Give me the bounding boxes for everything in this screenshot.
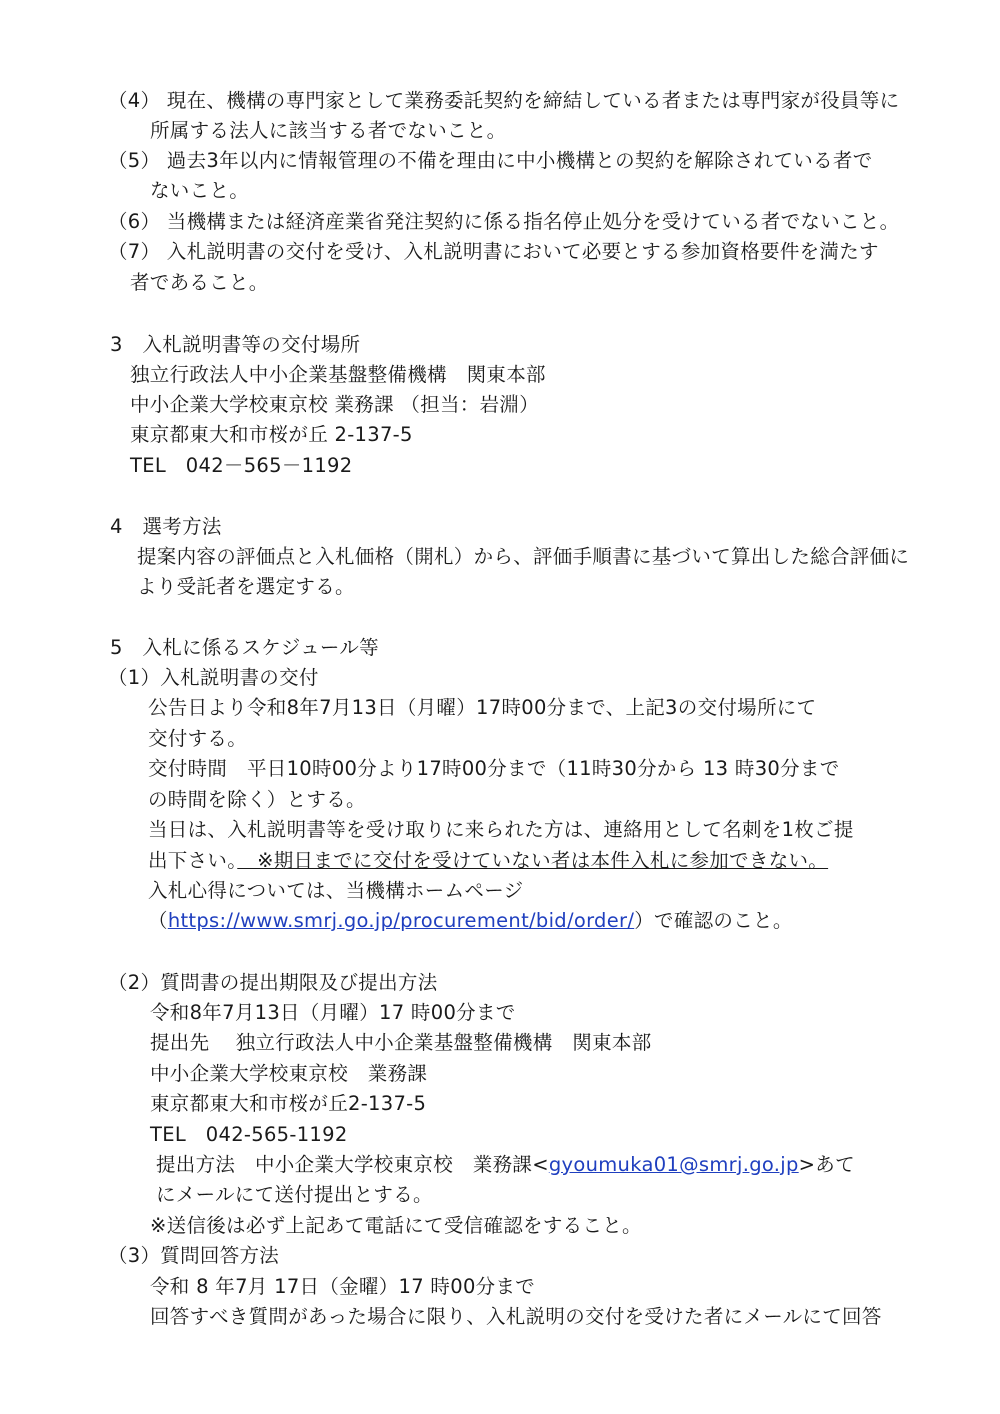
sub1-line2: 交付する。	[148, 727, 248, 750]
procurement-url-link[interactable]: https://www.smrj.go.jp/procurement/bid/order/	[167, 909, 635, 932]
section-3-tel: TEL 042－565－1192	[130, 454, 353, 477]
section-4-body-line2: より受託者を選定する。	[137, 575, 355, 598]
sub2-method-tail: >あて	[798, 1153, 855, 1176]
sub2-office: 中小企業大学校東京校 業務課	[150, 1062, 428, 1085]
email-link[interactable]: gyoumuka01@smrj.go.jp	[548, 1153, 799, 1176]
eligibility-item-7-line1: （7） 入札説明書の交付を受け、入札説明書において必要とする参加資格要件を満たす	[108, 240, 879, 263]
sub1-line8-tail: ）で確認のこと。	[634, 909, 793, 932]
section-3-address: 東京都東大和市桜が丘 2-137-5	[130, 423, 413, 446]
sub1-line1: 公告日より令和8年7月13日（月曜）17時00分まで、上記3の交付場所にて	[148, 696, 817, 719]
section-5-sub3-heading: （3）質問回答方法	[108, 1244, 280, 1267]
sub2-method-line2: にメールにて送付提出とする。	[156, 1183, 433, 1206]
section-4-heading: 4 選考方法	[110, 515, 222, 538]
section-4-body-line1: 提案内容の評価点と入札価格（開札）から、評価手順書に基づいて算出した総合評価に	[137, 545, 910, 568]
sub3-date: 令和 8 年7月 17日（金曜）17 時00分まで	[150, 1275, 536, 1298]
section-3-heading: 3 入札説明書等の交付場所	[110, 333, 361, 356]
eligibility-item-5-line1: （5） 過去3年以内に情報管理の不備を理由に中小機構との契約を解除されている者で	[108, 149, 873, 172]
section-3-org: 独立行政法人中小企業基盤整備機構 関東本部	[130, 363, 546, 386]
sub3-body-line1: 回答すべき質問があった場合に限り、入札説明の交付を受けた者にメールにて回答	[150, 1305, 882, 1328]
eligibility-item-4-line1: （4） 現在、機構の専門家として業務委託契約を締結している者または専門家が役員等に	[108, 89, 900, 112]
sub1-line3: 交付時間 平日10時00分より17時00分まで（11時30分から 13 時30分まで	[148, 757, 840, 780]
eligibility-item-5-line2: ないこと。	[150, 179, 250, 202]
sub1-line4: の時間を除く）とする。	[148, 788, 366, 811]
eligibility-item-7-line2: 者であること。	[130, 271, 269, 294]
sub1-line8	[148, 906, 793, 936]
sub1-line7: 入札心得については、当機構ホームページ	[148, 879, 524, 902]
section-5-sub1-heading: （1）入札説明書の交付	[108, 666, 319, 689]
sub1-line6-text: 出下さい。	[148, 849, 238, 872]
paren-open: （	[148, 909, 168, 932]
sub2-method-line1	[156, 1150, 855, 1180]
deadline-warning: ※期日までに交付を受けていない者は本件入札に参加できない。	[237, 849, 829, 872]
eligibility-item-6: （6） 当機構または経済産業省発注契約に係る指名停止処分を受けている者でないこと。	[108, 210, 900, 233]
sub2-destination: 提出先 独立行政法人中小企業基盤整備機構 関東本部	[150, 1031, 652, 1054]
eligibility-item-4-line2: 所属する法人に該当する者でないこと。	[150, 119, 507, 142]
sub2-method-text: 提出方法 中小企業大学校東京校 業務課<	[156, 1153, 549, 1176]
section-5-heading: 5 入札に係るスケジュール等	[110, 636, 379, 659]
sub1-line5: 当日は、入札説明書等を受け取りに来られた方は、連絡用として名刺を1枚ご提	[148, 818, 854, 841]
sub2-address: 東京都東大和市桜が丘2-137-5	[150, 1092, 427, 1115]
sub2-tel: TEL 042-565-1192	[150, 1123, 348, 1146]
sub2-note: ※送信後は必ず上記あて電話にて受信確認をすること。	[150, 1214, 642, 1237]
section-5-sub2-heading: （2）質問書の提出期限及び提出方法	[108, 971, 438, 994]
sub1-line6	[148, 846, 828, 876]
section-3-office: 中小企業大学校東京校 業務課 （担当：岩淵）	[130, 393, 539, 416]
sub2-deadline: 令和8年7月13日（月曜）17 時00分まで	[150, 1001, 516, 1024]
